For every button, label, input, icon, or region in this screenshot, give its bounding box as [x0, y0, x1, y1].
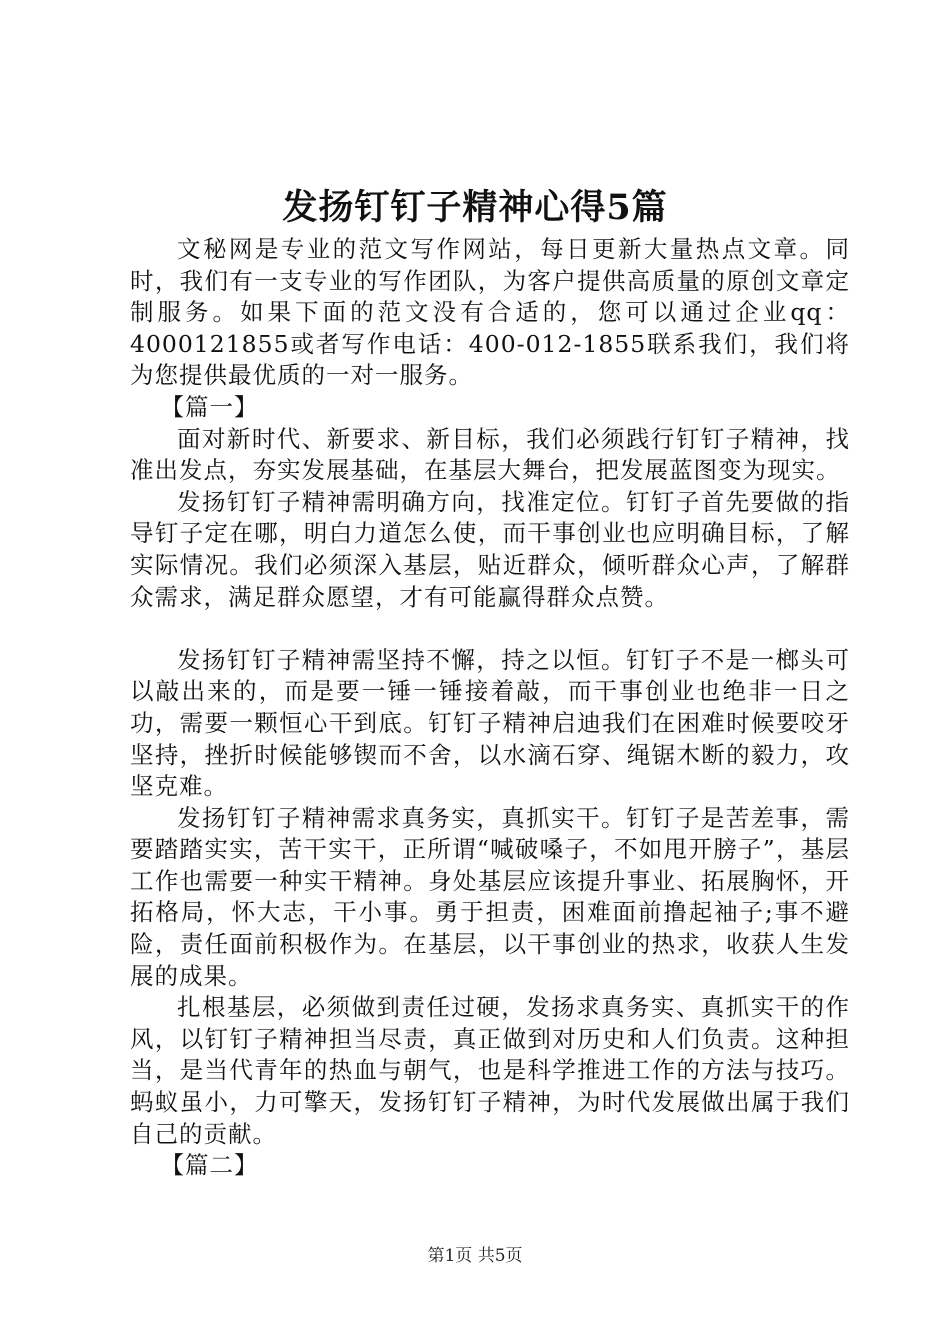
intro-paragraph: 文秘网是专业的范文写作网站，每日更新大量热点文章。同时，我们有一支专业的写作团队，为客户提供高质量的原创文章定制服务。如果下面的范文没有合适的，您可以通过企业qq：4000121855或者写作电话：400-012-1855联系我们，我们将为您提供最优质的一对一服务。	[130, 235, 850, 390]
document-body	[130, 234, 850, 1182]
paragraph-5: 扎根基层，必须做到责任过硬，发扬求真务实、真抓实干的作风，以钉钉子精神担当尽责，真正做到对历史和人们负责。这种担当，是当代青年的热血与朝气，也是科学推进工作的方法与技巧。蚂蚁虽小，力可擎天，发扬钉钉子精神，为时代发展做出属于我们自己的贡献。	[130, 993, 850, 1148]
section-heading-1: 【篇一】	[160, 392, 259, 421]
paragraph-3: 发扬钉钉子精神需坚持不懈，持之以恒。钉钉子不是一榔头可以敲出来的，而是要一锤一锤接着敲，而干事创业也绝非一日之功，需要一颗恒心干到底。钉钉子精神启迪我们在困难时候要咬牙坚持，挫折时候能够锲而不舍，以水滴石穿、绳锯木断的毅力，攻坚克难。	[130, 645, 850, 801]
section-heading-2: 【篇二】	[160, 1151, 259, 1180]
document-title: 发扬钉钉子精神心得5篇	[282, 187, 668, 228]
paragraph-4: 发扬钉钉子精神需求真务实，真抓实干。钉钉子是苦差事，需要踏踏实实，苦干实干，正所谓“喊破嗓子，不如甩开膀子”，基层工作也需要一种实干精神。身处基层应该提升事业、拓展胸怀，开拓格局，怀大志，干小事。勇于担责，困难面前撸起袖子;事不避险，责任面前积极作为。在基层，以干事创业的热求，收获人生发展的成果。	[130, 803, 850, 990]
page-number-footer: 第1页 共5页	[427, 1246, 523, 1266]
paragraph-gap	[130, 613, 850, 645]
paragraph-2: 发扬钉钉子精神需明确方向，找准定位。钉钉子首先要做的指导钉子定在哪，明白力道怎么使，而干事创业也应明确目标，了解实际情况。我们必须深入基层，贴近群众，倾听群众心声，了解群众需求，满足群众愿望，才有可能赢得群众点赞。	[130, 487, 850, 611]
paragraph-1: 面对新时代、新要求、新目标，我们必须践行钉钉子精神，找准出发点，夯实发展基础，在基层大舞台，把发展蓝图变为现实。	[130, 424, 850, 485]
